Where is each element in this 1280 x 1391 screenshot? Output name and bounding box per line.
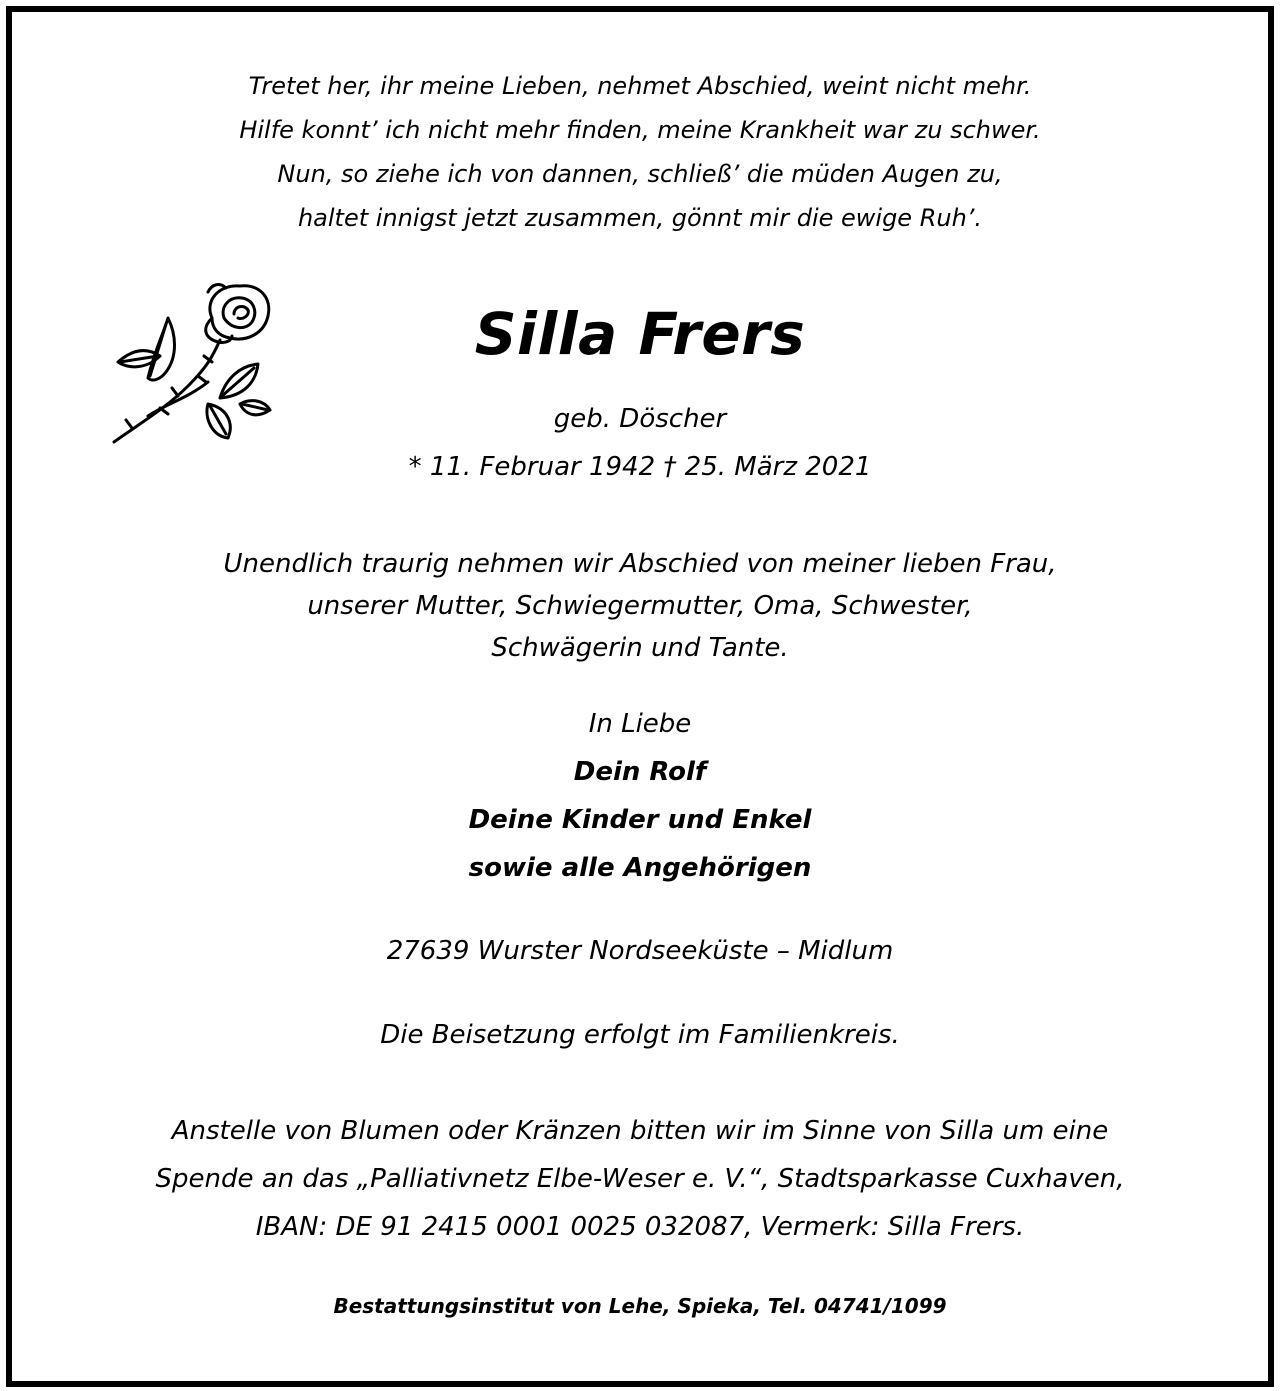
poem-line-1: Tretet her, ihr meine Lieben, nehmet Abschied, weint nicht mehr. — [248, 72, 1032, 100]
signature-intro: In Liebe — [588, 709, 692, 739]
location: 27639 Wurster Nordseeküste – Midlum — [386, 936, 894, 966]
maiden-name: geb. Döscher — [553, 404, 727, 434]
poem-line-2: Hilfe konnt’ ich nicht mehr finden, meine Krankheit war zu schwer. — [239, 116, 1041, 144]
message-line-3: Schwägerin und Tante. — [491, 633, 789, 663]
donation-line-2: Spende an das „Palliativnetz Elbe-Weser e. V.“, Stadtsparkasse Cuxhaven, — [155, 1164, 1125, 1194]
burial-note: Die Beisetzung erfolgt im Familienkreis. — [380, 1020, 900, 1050]
signature-line-3: sowie alle Angehörigen — [468, 853, 812, 883]
message-line-1: Unendlich traurig nehmen wir Abschied von meiner lieben Frau, — [223, 549, 1057, 579]
poem-line-4: haltet innigst jetzt zusammen, gönnt mir die ewige Ruh’. — [297, 204, 983, 232]
poem-line-3: Nun, so ziehe ich von dannen, schließ’ die müden Augen zu, — [277, 160, 1003, 188]
signature-line-2: Deine Kinder und Enkel — [468, 805, 812, 835]
message-line-2: unserer Mutter, Schwiegermutter, Oma, Schwester, — [307, 591, 973, 621]
donation-line-1: Anstelle von Blumen oder Kränzen bitten wir im Sinne von Silla um eine — [171, 1116, 1109, 1146]
life-dates: * 11. Februar 1942 † 25. März 2021 — [408, 452, 872, 482]
signature-line-1: Dein Rolf — [573, 757, 707, 787]
donation-line-3: IBAN: DE 91 2415 0001 0025 032087, Vermerk: Silla Frers. — [255, 1212, 1025, 1242]
funeral-home: Bestattungsinstitut von Lehe, Spieka, Tel. 04741/1099 — [333, 1294, 947, 1318]
deceased-name: Silla Frers — [474, 300, 806, 368]
